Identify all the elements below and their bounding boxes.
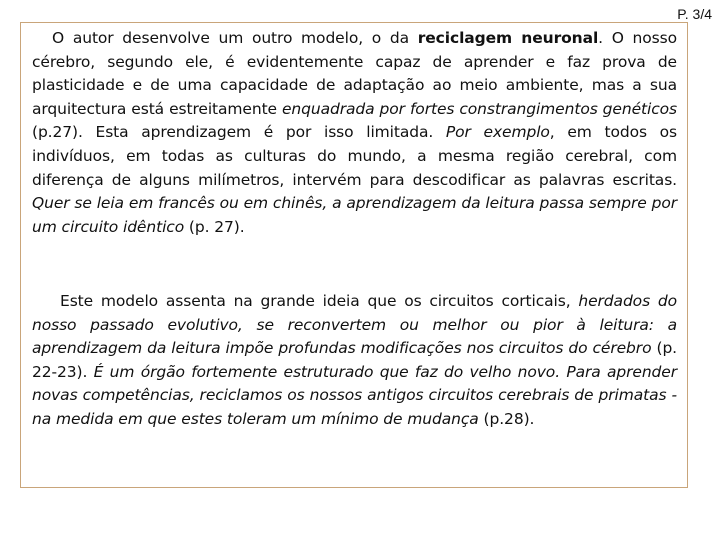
p2-quote-2: É um órgão fortemente estruturado que faz do velho novo. Para aprender novas competências, reciclamos os nossos antigos circuitos cerebrais de primatas - na medida em que estes toleram um mínimo de mudança <box>32 362 677 428</box>
p2-text-1: Este modelo assenta na grande ideia que os circuitos corticais, <box>60 292 579 310</box>
p1-text-1: O autor desenvolve um outro modelo, o da <box>52 29 418 47</box>
p1-bold-term: reciclagem neuronal <box>417 29 599 47</box>
page-number: P. 3/4 <box>677 6 712 22</box>
paragraph-reciclagem-neuronal <box>32 27 677 239</box>
p2-quote-1: herdados do nosso passado evolutivo, se reconvertem ou melhor ou pior à leitura: a aprendizagem da leitura impõe profundas modificações nos circuitos do cérebro <box>32 292 677 358</box>
p1-text-3: (p.27). Esta aprendizagem é por isso limitada. <box>32 123 446 142</box>
paragraph-modelo <box>32 290 677 432</box>
p1-quote-1: enquadrada por fortes constrangimentos genéticos <box>281 99 677 118</box>
p2-text-2: (p. 22-23). <box>32 339 678 381</box>
p1-quote-3: Quer se leia em francês ou em chinês, a aprendizagem da leitura passa sempre por um circuito idêntico <box>32 194 677 236</box>
p1-quote-2: Por exemplo <box>445 123 550 142</box>
p1-text-2: . O nosso cérebro, segundo ele, é evidentemente capaz de aprender e faz prova de plasticidade e de uma capacidade de adaptação ao meio ambiente, mas a sua arquitectura está estreitamente <box>32 29 677 118</box>
p1-text-4: , em todos os indivíduos, em todas as culturas do mundo, a mesma região cerebral, com diferença de alguns milímetros, intervém para descodificar as palavras escritas. <box>32 123 677 189</box>
p1-text-5: (p. 27). <box>184 217 245 236</box>
p2-text-3: (p.28). <box>478 409 535 428</box>
